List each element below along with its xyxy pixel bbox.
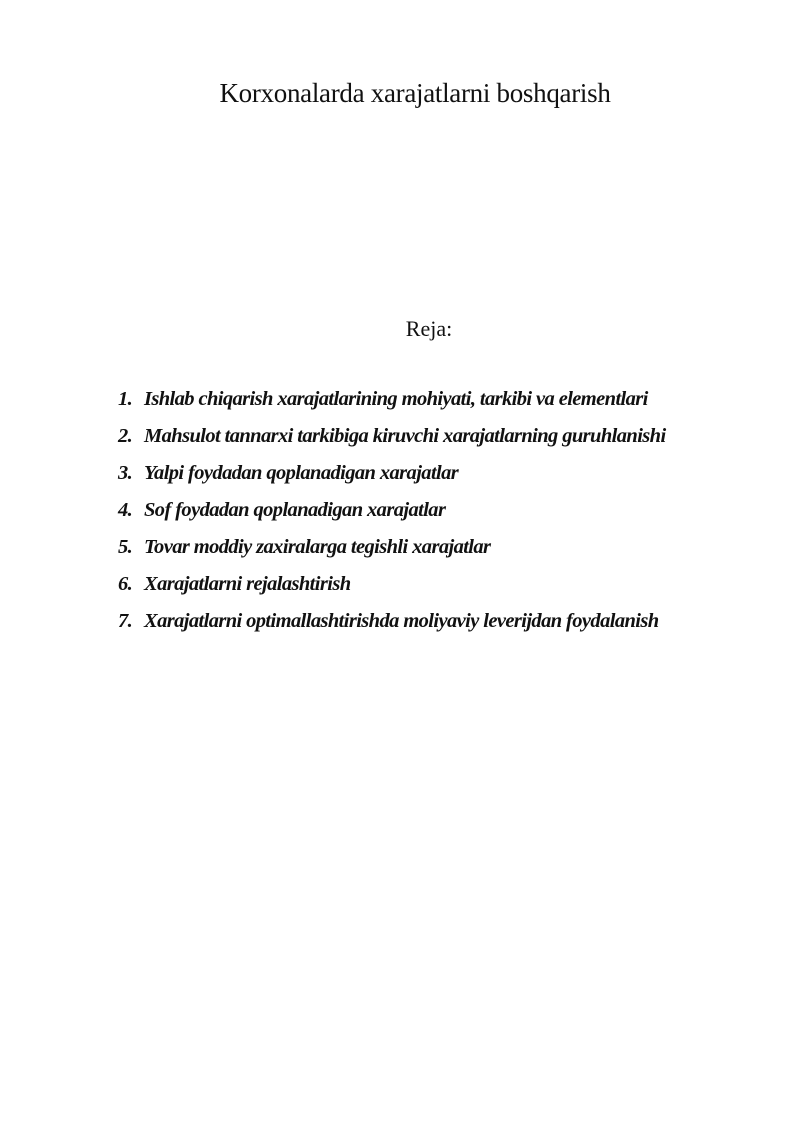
plan-item — [118, 462, 768, 499]
plan-item-text: Mahsulot tannarxi tarkibiga kiruvchi xarajatlarning guruhlanishi — [144, 425, 666, 447]
plan-item-number: 1. — [118, 388, 133, 410]
plan-item-number: 3. — [118, 462, 133, 484]
plan-item-number: 5. — [118, 536, 133, 558]
plan-item-text: Yalpi foydadan qoplanadigan xarajatlar — [144, 462, 459, 484]
plan-item — [118, 573, 768, 610]
plan-item-text: Tovar moddiy zaxiralarga tegishli xarajatlar — [144, 536, 491, 558]
plan-item-text: Xarajatlarni optimallashtirishda moliyaviy leverijdan foydalanish — [144, 610, 659, 632]
plan-item-number: 4. — [118, 499, 133, 521]
plan-item — [118, 425, 768, 462]
plan-item-text: Ishlab chiqarish xarajatlarining mohiyati, tarkibi va elementlari — [144, 388, 648, 410]
plan-item-number: 2. — [118, 425, 133, 447]
plan-item — [118, 388, 768, 425]
plan-item-text: Xarajatlarni rejalashtirish — [144, 573, 351, 595]
plan-heading: Reja: — [405, 316, 453, 341]
document-title: Korxonalarda xarajatlarni boshqarish — [219, 78, 611, 108]
plan-item-text: Sof foydadan qoplanadigan xarajatlar — [144, 499, 446, 521]
plan-item-number: 6. — [118, 573, 133, 595]
plan-item — [118, 610, 768, 647]
plan-item — [118, 499, 768, 536]
plan-item — [118, 536, 768, 573]
plan-list — [118, 388, 768, 647]
plan-item-number: 7. — [118, 610, 133, 632]
